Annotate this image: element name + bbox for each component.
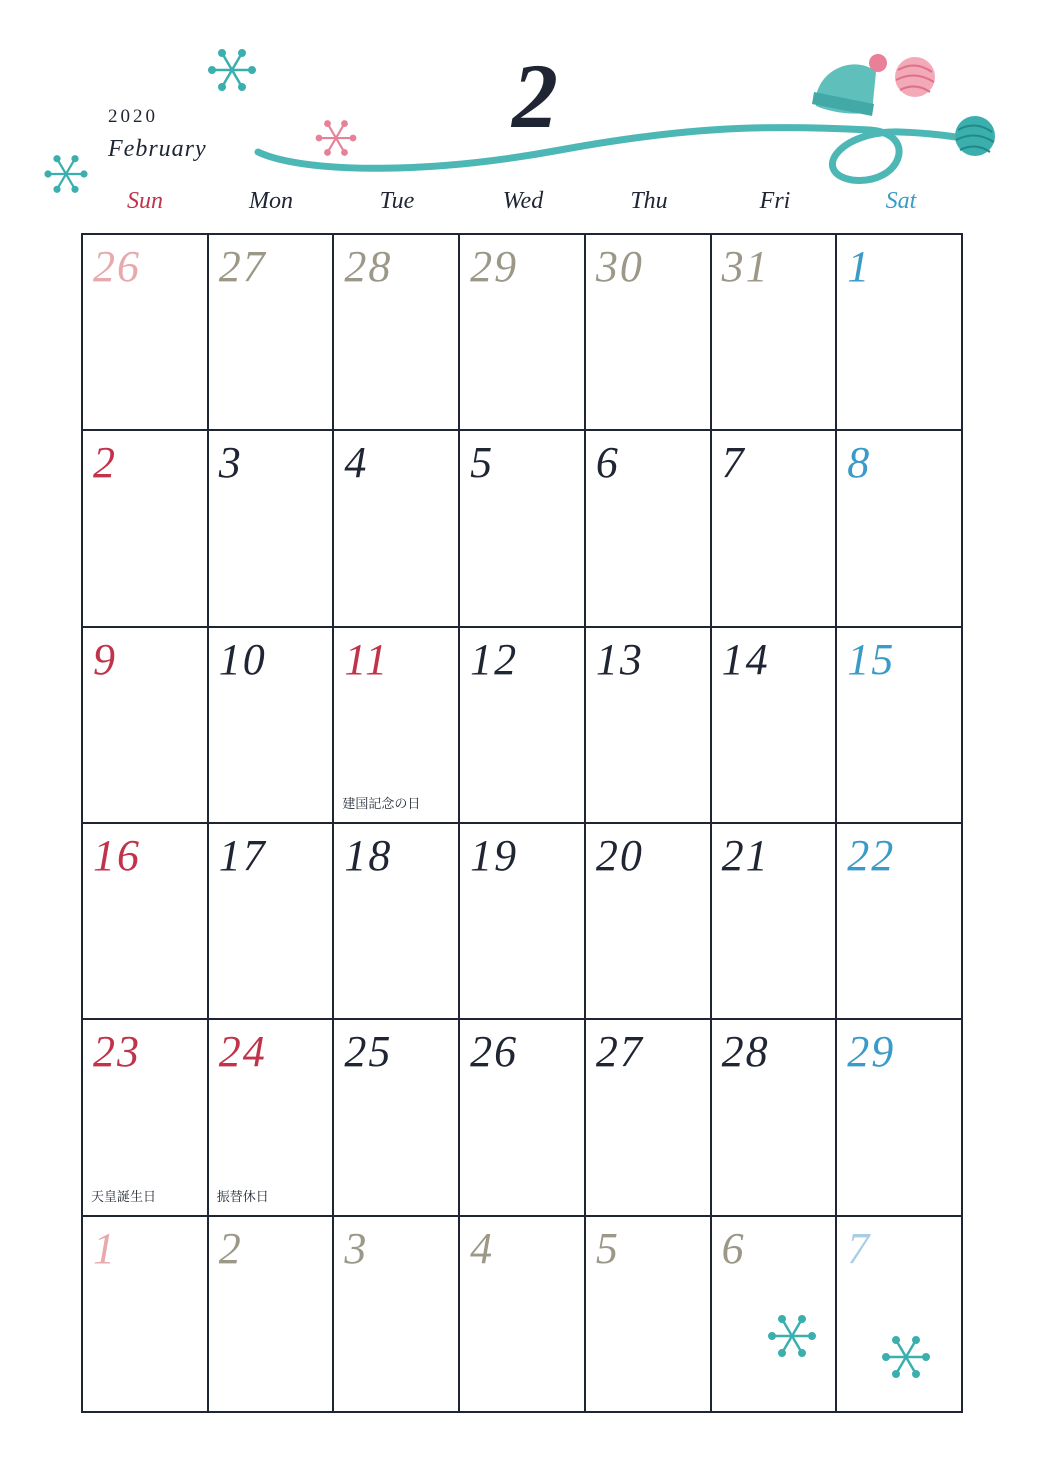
weekday-mon: Mon <box>249 188 293 214</box>
day-cell <box>712 1020 838 1216</box>
yarn-ball-icon <box>955 116 995 156</box>
day-cell <box>83 1217 209 1413</box>
day-number: 28 <box>721 1027 770 1077</box>
day-cell <box>837 1020 963 1216</box>
day-cell <box>83 824 209 1020</box>
day-cell <box>837 431 963 627</box>
holiday-label: 振替休日 <box>216 1189 269 1205</box>
day-number: 17 <box>218 830 267 880</box>
day-cell <box>586 431 712 627</box>
day-number: 2 <box>93 438 117 488</box>
day-number: 1 <box>93 1223 117 1273</box>
day-number: 19 <box>470 830 519 880</box>
snowflake-icon <box>316 121 356 156</box>
day-cell <box>712 628 838 824</box>
day-cell <box>209 824 335 1020</box>
day-cell <box>83 235 209 431</box>
day-cell <box>209 628 335 824</box>
day-cell <box>460 824 586 1020</box>
day-cell <box>460 628 586 824</box>
day-number: 8 <box>847 438 872 488</box>
day-cell <box>209 235 335 431</box>
day-cell <box>837 628 963 824</box>
day-cell <box>460 235 586 431</box>
day-number: 29 <box>470 242 519 291</box>
day-number: 31 <box>721 242 770 291</box>
knit-hat-icon <box>812 54 887 116</box>
year-label: 2020 <box>108 106 158 127</box>
day-cell <box>460 431 586 627</box>
day-number: 30 <box>595 242 644 291</box>
day-number: 21 <box>721 830 770 880</box>
day-number: 1 <box>847 242 872 291</box>
day-number: 13 <box>595 634 644 684</box>
day-cell <box>712 431 838 627</box>
weekday-wed: Wed <box>502 188 544 214</box>
weekday-thu: Thu <box>630 188 668 214</box>
day-number: 5 <box>595 1223 620 1273</box>
day-number: 2 <box>218 1223 243 1273</box>
day-number: 26 <box>93 242 141 291</box>
day-cell <box>712 235 838 431</box>
day-cell <box>83 431 209 627</box>
day-number: 3 <box>218 438 243 488</box>
day-cell <box>83 1020 209 1216</box>
day-cell <box>334 235 460 431</box>
day-cell <box>209 1020 335 1216</box>
holiday-label: 建国記念の日 <box>342 796 421 812</box>
weekday-tue: Tue <box>379 188 415 214</box>
day-number: 5 <box>470 438 495 488</box>
day-cell <box>334 1020 460 1216</box>
day-cell <box>334 431 460 627</box>
day-number: 12 <box>470 634 519 684</box>
day-number: 10 <box>218 634 267 684</box>
day-cell <box>712 1217 838 1413</box>
holiday-label: 天皇誕生日 <box>91 1189 157 1205</box>
month-name-label: February <box>108 136 207 162</box>
day-number: 23 <box>93 1027 141 1077</box>
day-number: 9 <box>93 634 117 684</box>
day-cell <box>586 1217 712 1413</box>
day-number: 3 <box>344 1223 369 1273</box>
day-cell <box>334 824 460 1020</box>
yarn-ball-icon <box>895 57 935 97</box>
day-cell <box>837 824 963 1020</box>
day-number: 20 <box>595 830 644 880</box>
day-cell <box>586 1020 712 1216</box>
day-number: 4 <box>344 438 369 488</box>
calendar-grid <box>81 233 963 1413</box>
day-number: 22 <box>847 830 896 880</box>
day-number: 18 <box>344 830 393 880</box>
weekday-fri: Fri <box>759 188 791 214</box>
weekday-sat: Sat <box>885 188 917 214</box>
day-cell <box>837 235 963 431</box>
day-cell <box>334 628 460 824</box>
day-cell <box>586 824 712 1020</box>
day-cell <box>460 1020 586 1216</box>
day-number: 27 <box>595 1027 644 1077</box>
day-number: 11 <box>344 634 390 684</box>
weekday-header-row <box>82 184 964 218</box>
day-cell <box>209 1217 335 1413</box>
weekday-sun: Sun <box>127 188 163 214</box>
day-cell <box>83 628 209 824</box>
snowflake-icon <box>209 50 256 91</box>
day-number: 26 <box>470 1027 519 1077</box>
day-number: 28 <box>344 242 393 291</box>
day-number: 14 <box>721 634 770 684</box>
day-cell <box>209 431 335 627</box>
day-cell <box>586 235 712 431</box>
day-number: 6 <box>595 438 620 488</box>
month-number: 2 <box>512 45 558 147</box>
day-number: 25 <box>344 1027 393 1077</box>
day-number: 24 <box>218 1027 267 1077</box>
day-number: 7 <box>721 438 746 488</box>
day-number: 15 <box>847 634 896 684</box>
day-number: 16 <box>93 830 141 880</box>
day-number: 7 <box>847 1223 872 1273</box>
day-cell <box>712 824 838 1020</box>
day-cell <box>586 628 712 824</box>
day-cell <box>460 1217 586 1413</box>
day-number: 27 <box>218 242 267 291</box>
day-number: 4 <box>470 1223 495 1273</box>
ribbon <box>258 127 975 180</box>
day-cell <box>334 1217 460 1413</box>
snowflake-icon <box>45 156 87 193</box>
day-cell <box>837 1217 963 1413</box>
day-number: 6 <box>721 1223 746 1273</box>
day-number: 29 <box>847 1027 896 1077</box>
